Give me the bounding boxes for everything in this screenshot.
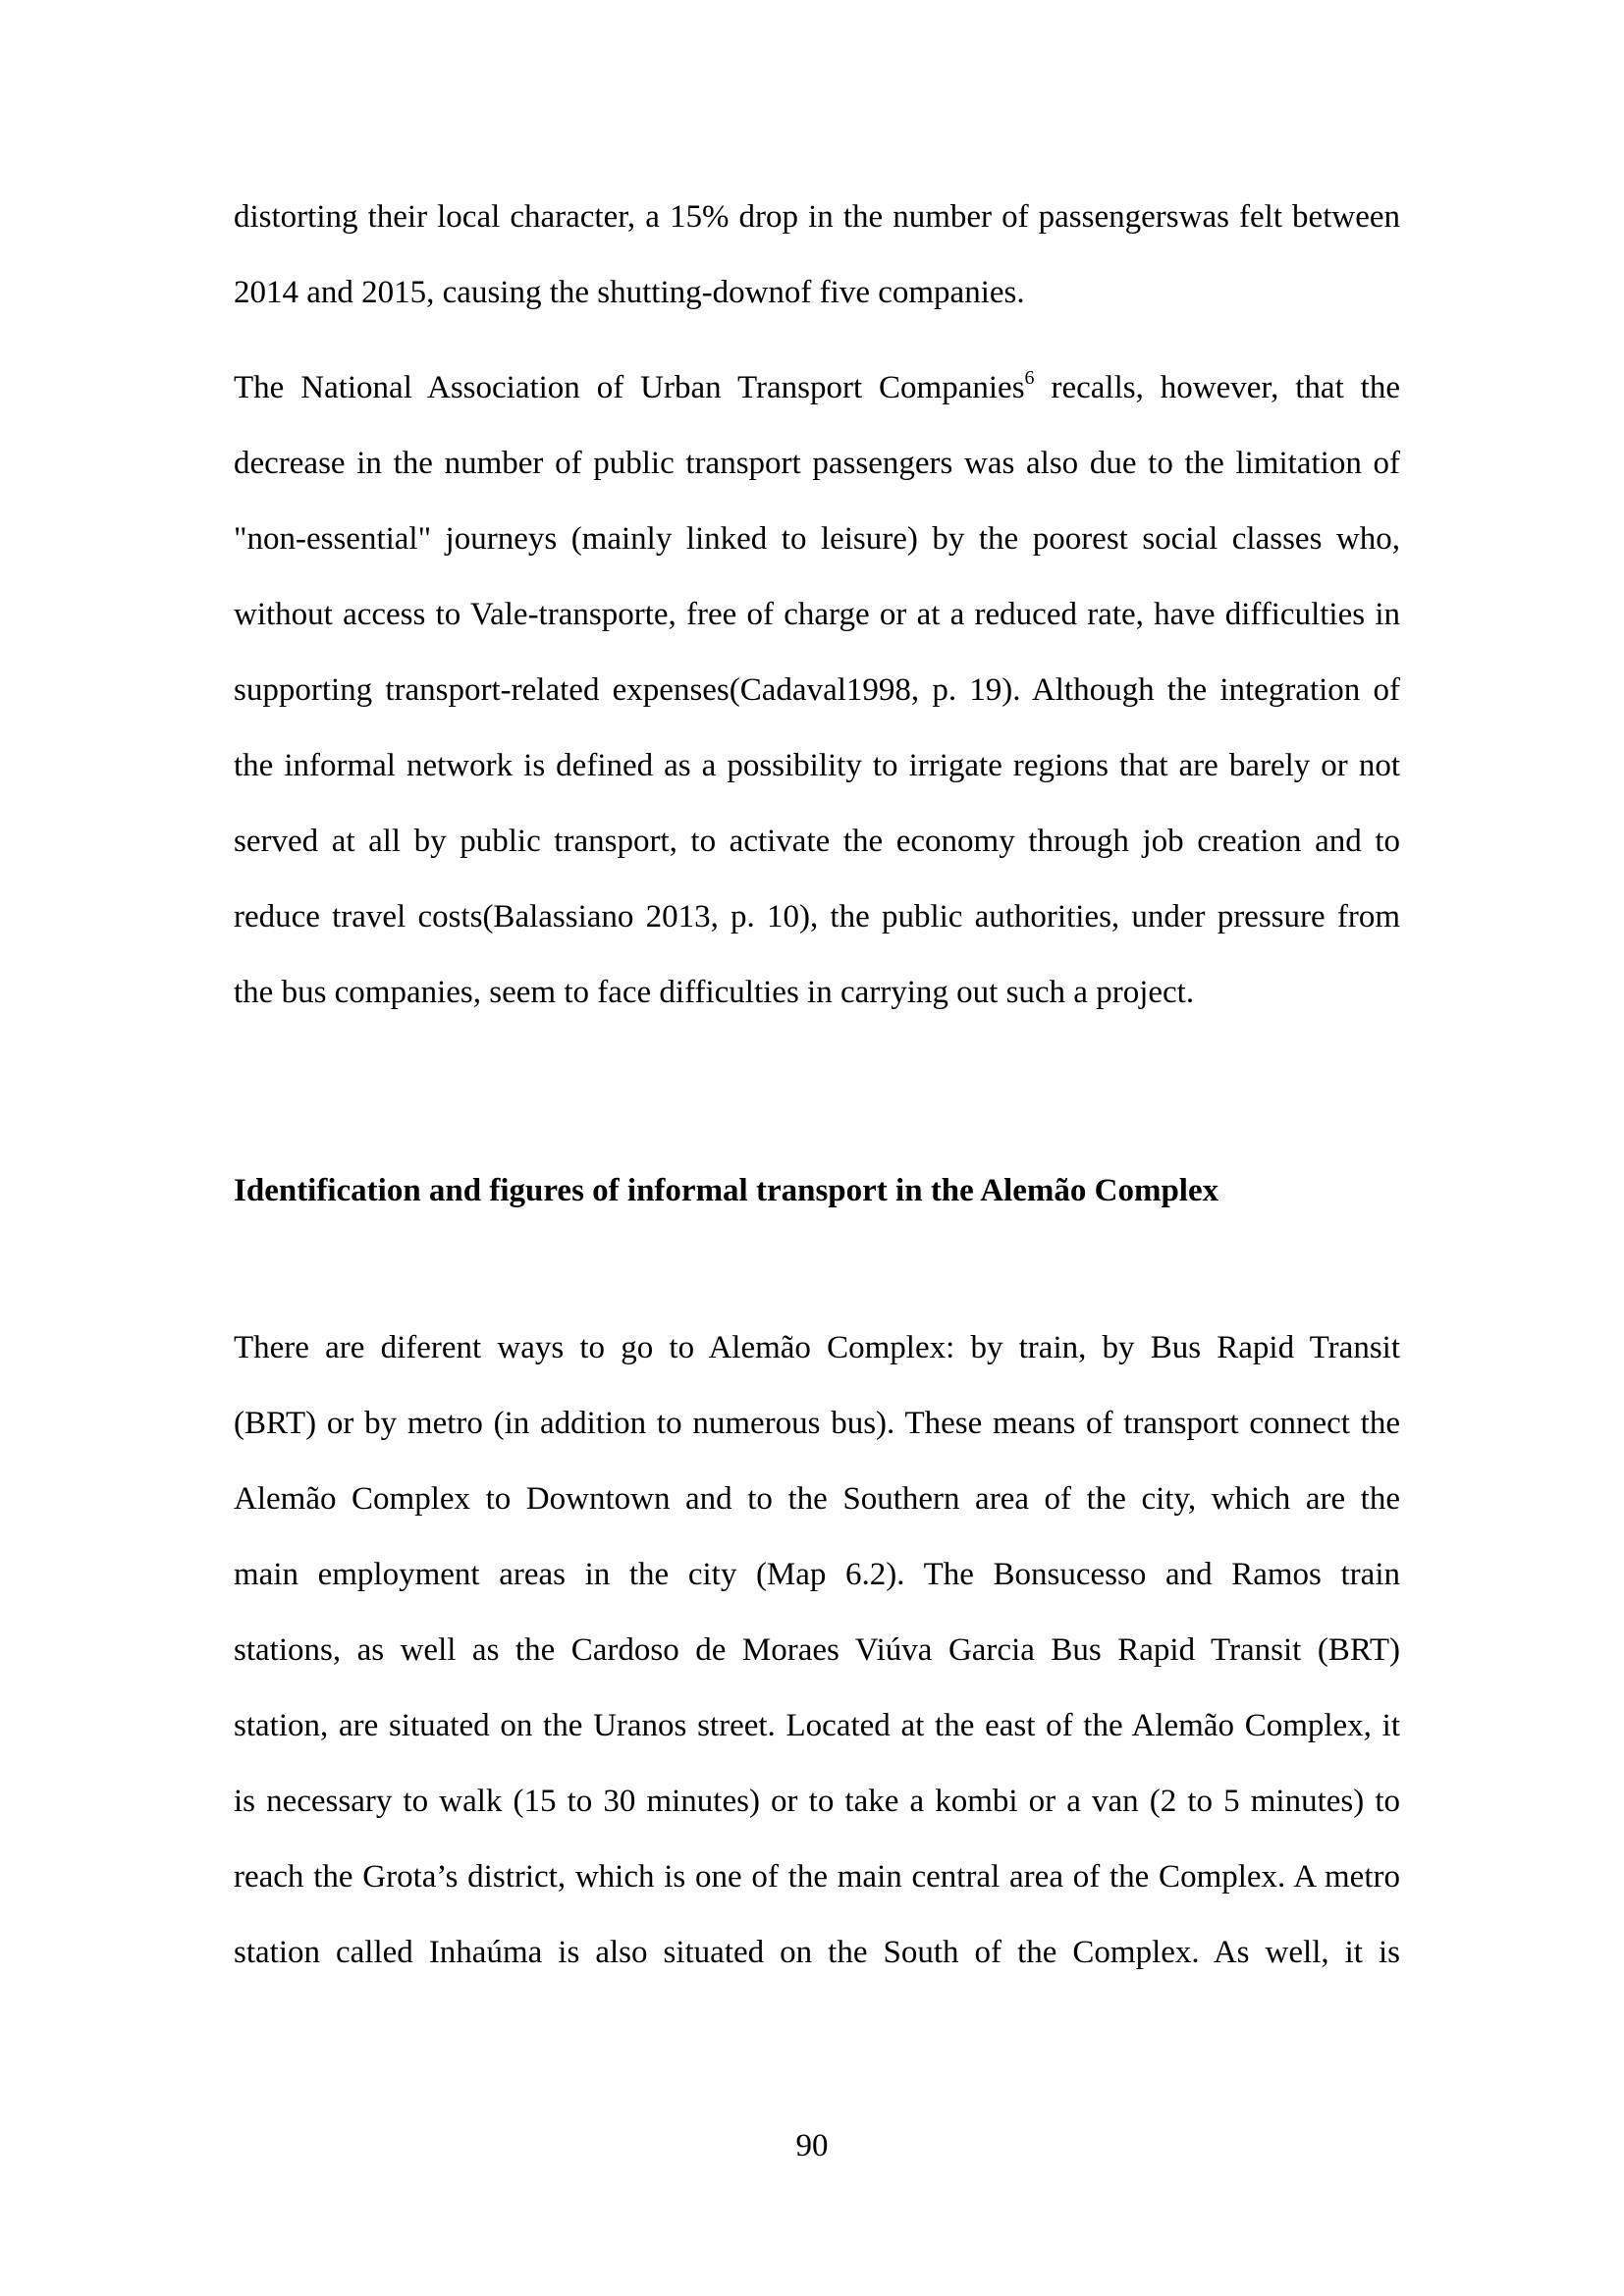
text-span: recalls, however, that the (1034, 370, 1400, 405)
text-line: Alemão Complex to Downtown and to the Southern area of the city, which are the (234, 1481, 1400, 1517)
text-line: 2014 and 2015, causing the shutting-downof five companies. (234, 275, 1025, 310)
text-line: reach the Grota’s district, which is one of the main central area of the Complex. A metro (234, 1859, 1400, 1895)
text-line: served at all by public transport, to activate the economy through job creation and to (234, 824, 1400, 859)
text-span: The National Association of Urban Transport Companies (234, 370, 1025, 405)
text-line: the bus companies, seem to face difficulties in carrying out such a project. (234, 975, 1195, 1010)
text-line: the informal network is defined as a possibility to irrigate regions that are barely or not (234, 748, 1400, 783)
footnote-marker: 6 (1024, 367, 1035, 389)
page-number: 90 (795, 2128, 829, 2163)
text-line: station, are situated on the Uranos street. Located at the east of the Alemão Complex, it (234, 1708, 1400, 1743)
text-line: station called Inhaúma is also situated on the South of the Complex. As well, it is (234, 1935, 1400, 1970)
text-line: There are diferent ways to go to Alemão Complex: by train, by Bus Rapid Transit (234, 1330, 1400, 1365)
text-line: main employment areas in the city (Map 6.2). The Bonsucesso and Ramos train (234, 1557, 1400, 1592)
text-line: decrease in the number of public transport passengers was also due to the limitation of (234, 446, 1400, 481)
text-line: stations, as well as the Cardoso de Moraes Viúva Garcia Bus Rapid Transit (BRT) (234, 1632, 1400, 1668)
text-line: without access to Vale-transporte, free of charge or at a reduced rate, have difficulties in (234, 597, 1400, 632)
section-heading: Identification and figures of informal transport in the Alemão Complex (234, 1173, 1219, 1208)
text-line: distorting their local character, a 15% drop in the number of passengerswas felt between (234, 199, 1400, 235)
text-line (234, 368, 1400, 407)
text-line: is necessary to walk (15 to 30 minutes) or to take a kombi or a van (2 to 5 minutes) to (234, 1784, 1400, 1819)
text-line: reduce travel costs(Balassiano 2013, p. 10), the public authorities, under pressure from (234, 899, 1400, 934)
text-line: supporting transport-related expenses(Cadaval1998, p. 19). Although the integration of (234, 672, 1400, 708)
text-line: (BRT) or by metro (in addition to numerous bus). These means of transport connect the (234, 1406, 1400, 1441)
text-line: "non-essential" journeys (mainly linked to leisure) by the poorest social classes who, (234, 521, 1400, 557)
